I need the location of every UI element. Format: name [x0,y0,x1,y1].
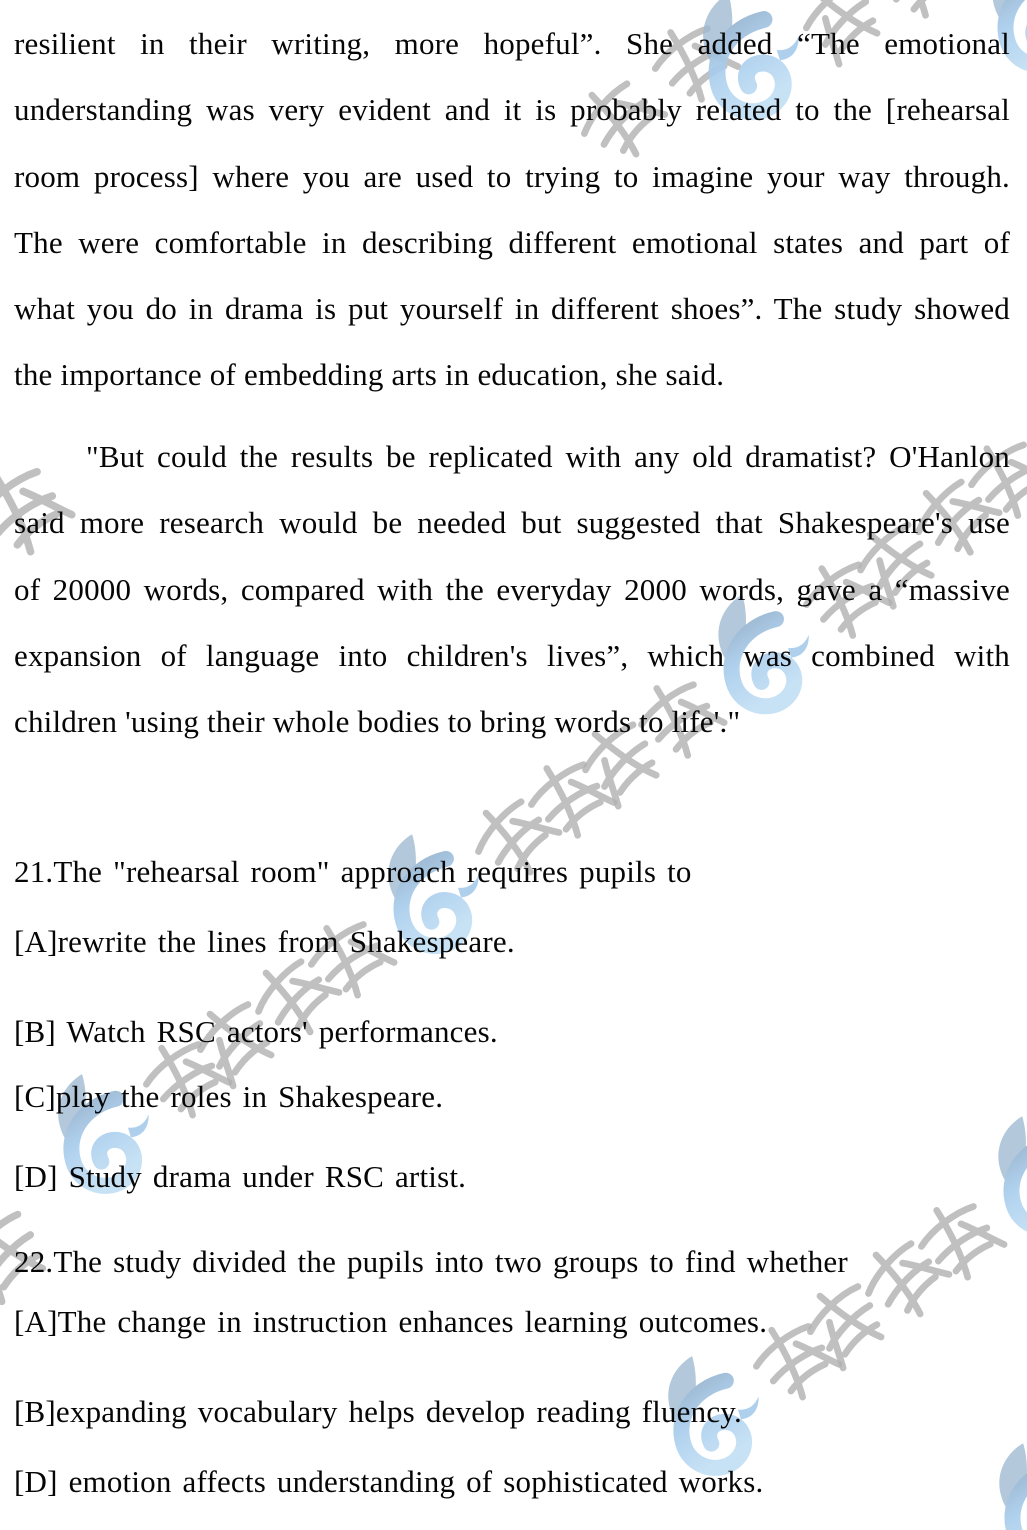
passage-line: "But could the results be replicated with any old dramatist? O'Hanlon [86,439,1010,474]
passage-line: children 'using their whole bodies to bring words to life'." [14,704,741,739]
passage-line: The were comfortable in describing different emotional states and part of [14,225,1010,260]
question-21-stem: 21.The "rehearsal room" approach requires pupils to [14,854,692,889]
question-21-option-b: [B] Watch RSC actors' performances. [14,1014,498,1049]
question-22-option-a: [A]The change in instruction enhances learning outcomes. [14,1304,768,1339]
passage-line: of 20000 words, compared with the everyday 2000 words, gave a “massive [14,572,1010,607]
passage-line: expansion of language into children's lives”, which was combined with [14,638,1010,673]
passage-line: said more research would be needed but suggested that Shakespeare's use [14,505,1010,540]
question-22-stem: 22.The study divided the pupils into two groups to find whether [14,1244,848,1279]
question-22-option-b: [B]expanding vocabulary helps develop reading fluency. [14,1394,742,1429]
passage-line: resilient in their writing, more hopeful”. She added “The emotional [14,26,1010,61]
passage-line: room process] where you are used to trying to imagine your way through. [14,159,1010,194]
question-21-option-a: [A]rewrite the lines from Shakespeare. [14,924,515,959]
passage-line: what you do in drama is put yourself in different shoes”. The study showed [14,291,1010,326]
passage-line: the importance of embedding arts in education, she said. [14,357,725,392]
question-21-option-d: [D] Study drama under RSC artist. [14,1159,467,1194]
question-21-option-c: [C]play the roles in Shakespeare. [14,1079,444,1114]
question-22-option-d: [D] emotion affects understanding of sophisticated works. [14,1464,764,1499]
passage-line: understanding was very evident and it is probably related to the [rehearsal [14,92,1010,127]
